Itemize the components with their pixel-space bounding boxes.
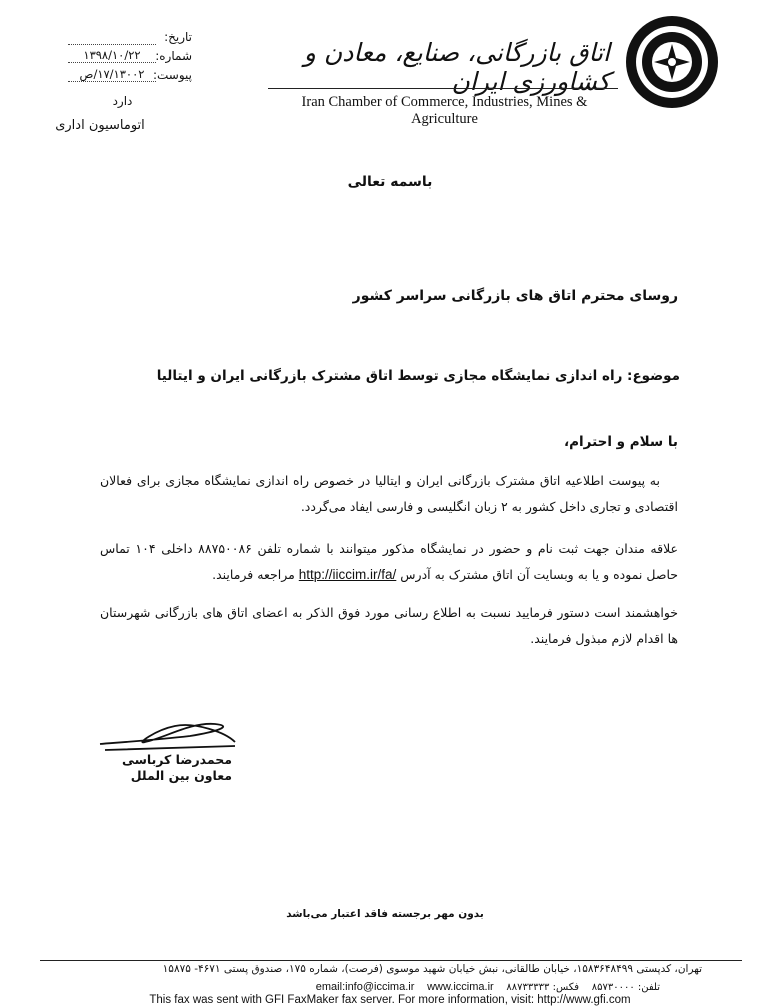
iran-chamber-emblem-icon (624, 14, 720, 110)
paragraph-1-text: به پیوست اطلاعیه اتاق مشترک بازرگانی ایران و ایتالیا در خصوص راه اندازی نمایشگاه مجازی برای فعالان اقتصادی و تجاری داخل کشور به ۲ زبان انگلیسی و فارسی ایفاد می‌گردد. (100, 473, 678, 514)
paragraph-registration (100, 536, 678, 588)
greeting-line: با سلام و احترام، (564, 434, 678, 450)
header-divider (268, 88, 618, 89)
chamber-address: تهران، کدپستی ۱۵۸۳۶۴۸۴۹۹، خیابان طالقانی، نبش خیابان شهید موسوی (فرصت)، شماره ۱۷۵، صندوق پستی ۴۶۷۱- ۱۵۸۷۵ (162, 963, 702, 975)
seal-validity-note: بدون مهر برجسته فاقد اعتبار می‌باشد (286, 908, 484, 920)
paragraph-attachment-notice (100, 468, 678, 520)
paragraph-request (100, 600, 678, 652)
iiccim-website-link[interactable]: http://iiccim.ir/fa/ (298, 567, 397, 582)
chamber-english-title: Iran Chamber of Commerce, Industries, Mines & Agriculture (301, 94, 588, 127)
recipient-line: روسای محترم اتاق های بازرگانی سراسر کشور (352, 288, 678, 304)
date-label: تاریخ: (164, 30, 192, 44)
attachment-label: پیوست: (152, 68, 192, 82)
basmala-heading: باسمه تعالی (347, 174, 433, 190)
paragraph-2-text-b: مراجعه فرمایند. (212, 567, 295, 582)
fax-server-notice: This fax was sent with GFI FaxMaker fax server. For more information, visit: http://www.gfi.com (149, 994, 631, 1006)
email-address[interactable]: email:info@iccima.ir (315, 981, 415, 993)
date-value (68, 30, 156, 45)
signatory-title: معاون بین الملل (130, 768, 232, 783)
office-automation-label: اتوماسیون اداری (55, 118, 145, 133)
attachment-value: ۱۷/۱۳۰۰۲/ص (68, 67, 156, 82)
fax-number: فکس: ۸۸۷۳۳۳۳۳ (506, 982, 579, 993)
contact-line (100, 981, 660, 993)
paragraph-2-text-a: علاقه مندان جهت ثبت نام و حضور در نمایشگاه مذکور میتوانند با شماره تلفن ۸۸۷۵۰۰۸۶ داخلی ۱۰۴ تماس حاصل نموده و یا به وبسایت آن اتاق مشترک به آدرس (100, 541, 678, 582)
signatory-name: محمدرضا کرباسی (121, 752, 232, 767)
subject-line: موضوع: راه اندازی نمایشگاه مجازی توسط اتاق مشترک بازرگانی ایران و ایتالیا (156, 368, 680, 384)
attachment-status: دارد (112, 94, 133, 108)
phone-number: تلفن: ۸۵۷۳۰۰۰۰ (591, 982, 660, 993)
paragraph-3-text: خواهشمند است دستور فرمایید نسبت به اطلاع رسانی مورد فوق الذکر به اعضای اتاق های بازرگانی شهرستان ها اقدام لازم مبذول فرمایند. (100, 605, 678, 646)
website-address[interactable]: www.iccima.ir (427, 981, 494, 993)
chamber-arabic-title: اتاق بازرگانی، صنایع، معادن و کشاورزی ایران (303, 38, 610, 96)
number-label: شماره: (155, 49, 192, 63)
footer-divider (40, 960, 742, 961)
number-value: ۱۳۹۸/۱۰/۲۲ (68, 48, 156, 63)
